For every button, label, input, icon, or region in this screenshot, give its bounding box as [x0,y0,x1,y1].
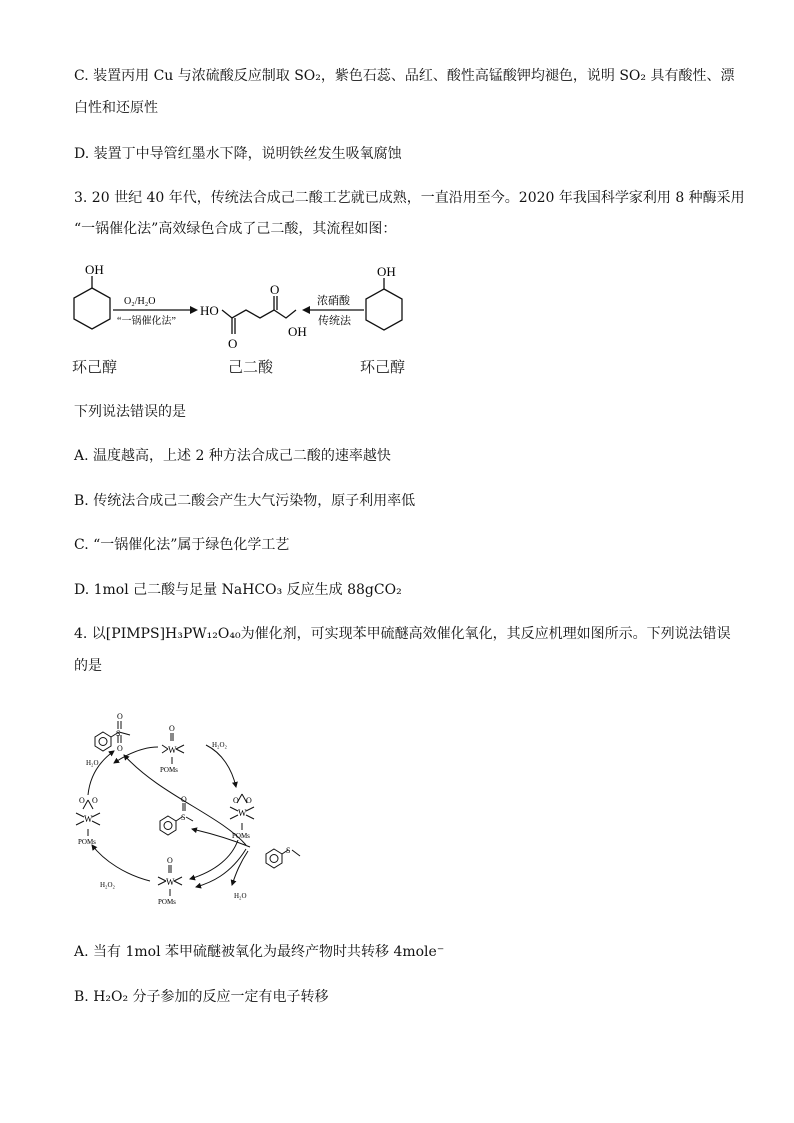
right-reagent: 浓硝酸 [317,295,350,307]
q3-option-b: B. 传统法合成己二酸会产生大气污染物，原子利用率低 [74,493,416,509]
q4-line1: 4. 以[PIMPS]H₃PW₁₂O₄₀为催化剂，可实现苯甲硫醚高效催化氧化，其反应机理如图所示。下列说法错误 [74,626,731,642]
left-w-poms: POMs [78,838,96,846]
top-w-label: W [168,745,177,755]
sulfone-s-label: S [116,729,121,738]
left-condition: “一锅催化法” [117,316,176,327]
oh-right-label: OH [377,264,396,279]
bottom-w-label: W [166,877,175,887]
q3-line1: 3. 20 世纪 40 年代，传统法合成己二酸工艺就已成熟，一直沿用至今。2020 年我国科学家利用 8 种酶采用 [74,190,745,206]
option-d: D. 装置丁中导管红墨水下降，说明铁丝发生吸氧腐蚀 [74,146,402,162]
top-w-poms: POMs [160,766,178,774]
q3-option-a: A. 温度越高，上述 2 种方法合成己二酸的速率越快 [74,448,391,464]
top-w-o: O [169,724,175,733]
left-reagent: O₂/H₂O [124,296,156,307]
sulfone-o-top: O [117,712,123,721]
right-w-o-left: O [233,796,239,805]
catalytic-cycle-diagram [70,695,330,915]
sulfoxide-o-label: O [181,795,187,804]
q4-option-b: B. H₂O₂ 分子参加的反应一定有电子转移 [74,989,329,1005]
right-w-poms: POMs [232,832,250,840]
ho-label: HO [200,303,219,318]
right-condition: 传统法 [318,315,351,327]
h2o-left-label: H₂O [86,759,99,767]
bottom-w-poms: POMs [158,898,176,906]
q3-option-c: C. “一锅催化法”属于绿色化学工艺 [74,537,290,553]
adipic-o-bottom: O [228,336,238,351]
right-w-label: W [238,808,247,818]
left-w-o-right: O [92,796,98,805]
oh-adipic-label: OH [288,324,307,339]
q3-line2: “一锅催化法”高效绿色合成了己二酸，其流程如图： [74,221,397,237]
adipic-acid-structure [222,296,296,334]
q4-option-a: A. 当有 1mol 苯甲硫醚被氧化为最终产物时共转移 4mole⁻ [74,944,445,960]
cyclohexanol-left-caption: 环己醇 [72,358,118,376]
cyclohexanol-right-caption: 环己醇 [360,358,406,376]
h2o2-bottom-label: H₂O₂ [100,881,115,889]
bottom-w-o: O [167,856,173,865]
q3-stem: 下列说法错误的是 [74,404,186,420]
option-c-line2: 白性和还原性 [74,100,158,116]
h2o-bottom-label: H₂O [234,892,247,900]
q3-option-d: D. 1mol 己二酸与足量 NaHCO₃ 反应生成 88gCO₂ [74,582,402,598]
h2o2-top-label: H₂O₂ [212,741,227,749]
thioether-s-label: S [286,846,291,855]
sulfone-o-bottom: O [117,744,123,753]
adipic-o-top: O [270,282,280,297]
adipic-acid-caption: 己二酸 [228,358,274,376]
cyclohexanol-right-structure [366,278,402,330]
option-c-line1: C. 装置丙用 Cu 与浓硫酸反应制取 SO₂，紫色石蕊、品红、酸性高锰酸钾均褪色，说明 SO₂ 具有酸性、漂 [74,68,735,84]
cyclohexanol-left-structure [74,276,110,329]
oh-left-label: OH [85,262,104,277]
left-w-o-left: O [79,796,85,805]
sulfoxide-s-label: S [181,813,186,822]
q4-line2: 的是 [74,658,102,674]
left-w-label: W [84,814,93,824]
right-w-o-right: O [246,796,252,805]
